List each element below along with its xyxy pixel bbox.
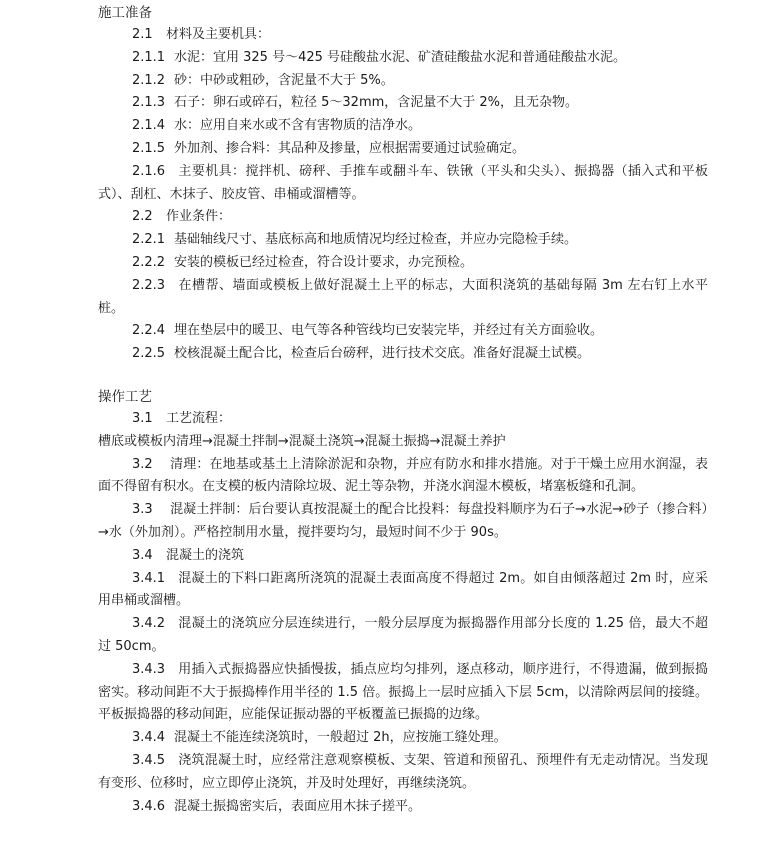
clause-number: 2.2.3 bbox=[132, 277, 166, 293]
clause-2-2 bbox=[132, 206, 779, 229]
clause-text: 混凝土拌制：后台要认真按混凝土的配合比投料：每盘投料顺序为石子→水泥→砂子（掺合料）→水（外加剂）。严格控制用水量，搅拌要均匀，最短时间不少于 90s。 bbox=[98, 502, 708, 540]
clause-text: 水泥：宜用 325 号～425 号硅酸盐水泥、矿渣硅酸盐水泥和普通硅酸盐水泥。 bbox=[174, 49, 627, 65]
clause-text: 砂：中砂或粗砂，含泥量不大于 5%。 bbox=[174, 72, 394, 88]
process-flow: 槽底或模板内清理→混凝土拌制→混凝土浇筑→混凝土振捣→混凝土养护 bbox=[98, 433, 506, 449]
clause-number: 3.4.2 bbox=[132, 616, 166, 632]
clause-2-2-4 bbox=[132, 320, 779, 343]
clause-text: 主要机具：搅拌机、磅秤、手推车或翻斗车、铁锹（平头和尖头）、振捣器（插入式和平板式）、刮杠、木抹子、胶皮管、串桶或溜槽等。 bbox=[98, 163, 708, 202]
clause-3-2 bbox=[98, 454, 708, 500]
section-title-preparation: 施工准备 bbox=[98, 5, 152, 21]
clause-number: 2.2.2 bbox=[132, 254, 166, 270]
clause-number: 2.1.4 bbox=[132, 118, 166, 134]
clause-number: 3.4 bbox=[132, 547, 153, 563]
section-title-operations: 操作工艺 bbox=[98, 388, 152, 405]
clause-3-4-2 bbox=[98, 613, 708, 659]
clause-text: 混凝土的浇筑 bbox=[166, 547, 245, 563]
clause-text: 材料及主要机具： bbox=[166, 27, 271, 42]
clause-text: 水：应用自来水或不含有害物质的洁净水。 bbox=[174, 118, 422, 134]
clause-number: 2.1.1 bbox=[132, 49, 166, 65]
clause-number: 2.1.5 bbox=[132, 140, 166, 156]
clause-text: 校核混凝土配合比，检查后台磅秤，进行技术交底。准备好混凝土试模。 bbox=[174, 346, 591, 362]
clause-number: 3.3 bbox=[132, 502, 153, 518]
blank-line bbox=[0, 366, 779, 386]
clause-number: 3.4.6 bbox=[132, 798, 166, 814]
clause-2-2-1 bbox=[132, 229, 779, 252]
clause-number: 2.1.3 bbox=[132, 95, 166, 111]
clause-text: 基础轴线尺寸、基底标高和地质情况均经过检查，并应办完隐检手续。 bbox=[174, 232, 578, 248]
clause-number: 3.2 bbox=[132, 456, 153, 472]
clause-2-1-3 bbox=[132, 92, 779, 115]
clause-2-1-5 bbox=[132, 138, 779, 161]
clause-number: 2.2.1 bbox=[132, 232, 166, 248]
clause-2-2-5 bbox=[132, 343, 779, 366]
clause-text: 混凝土的浇筑应分层连续进行，一般分层厚度为振捣器作用部分长度的 1.25 倍，最大不超过 50cm。 bbox=[98, 616, 708, 654]
clause-number: 2.1.2 bbox=[132, 72, 166, 88]
clause-2-1-1 bbox=[132, 47, 779, 70]
clause-text: 混凝土的下料口距离所浇筑的混凝土表面高度不得超过 2m。如自由倾落超过 2m 时，应采用串桶或溜槽。 bbox=[98, 570, 708, 609]
clause-text: 安装的模板已经过检查，符合设计要求，办完预检。 bbox=[174, 254, 474, 270]
clause-number: 2.2.4 bbox=[132, 323, 166, 339]
clause-3-4-4 bbox=[132, 727, 779, 750]
clause-2-1-4 bbox=[132, 115, 779, 138]
clause-number: 3.1 bbox=[132, 410, 153, 426]
clause-text: 埋在垫层中的暖卫、电气等各种管线均已安装完毕，并经过有关方面验收。 bbox=[174, 323, 604, 339]
clause-text: 作业条件： bbox=[166, 209, 232, 225]
clause-2-1-6 bbox=[98, 161, 708, 207]
clause-3-4 bbox=[132, 545, 779, 568]
clause-text: 外加剂、掺合料：其品种及掺量，应根据需要通过试验确定。 bbox=[174, 140, 526, 156]
clause-2-2-3 bbox=[98, 275, 708, 321]
clause-number: 2.2.5 bbox=[132, 346, 166, 362]
clause-3-4-3 bbox=[98, 659, 708, 727]
clause-text: 清理：在地基或基土上清除淤泥和杂物，并应有防水和排水措施。对于干燥土应用水润湿，表面不得留有积水。在支模的板内清除垃圾、泥土等杂物，并浇水润湿木模板，堵塞板缝和孔洞。 bbox=[98, 456, 708, 495]
clause-text: 用插入式振捣器应快插慢拔，插点应均匀排列，逐点移动，顺序进行，不得遗漏，做到振捣密实。移动间距不大于振捣棒作用半径的 1.5 倍。振捣上一层时应插入下层 5cm，以清除两层间的接缝。平板振捣器的移动间距，应能保证振动器的平板覆盖已振捣的边缘。 bbox=[98, 661, 708, 723]
clause-3-4-6 bbox=[132, 796, 779, 819]
clause-text: 浇筑混凝土时，应经常注意观察模板、支架、管道和预留孔、预埋件有无走动情况。当发现有变形、位移时，应立即停止浇筑，并及时处理好，再继续浇筑。 bbox=[98, 752, 708, 791]
clause-text: 混凝土振捣密实后，表面应用木抹子搓平。 bbox=[174, 798, 422, 814]
clause-2-1-2 bbox=[132, 70, 779, 93]
clause-number: 2.1.6 bbox=[132, 163, 166, 179]
clause-number: 3.4.5 bbox=[132, 752, 166, 768]
clause-text: 石子：卵石或碎石，粒径 5～32mm，含泥量不大于 2%，且无杂物。 bbox=[174, 95, 579, 111]
clause-2-2-2 bbox=[132, 252, 779, 275]
clause-3-4-1 bbox=[98, 568, 708, 614]
clause-number: 3.4.3 bbox=[132, 661, 166, 677]
clause-text: 混凝土不能连续浇筑时，一般超过 2h，应按施工缝处理。 bbox=[174, 730, 507, 746]
clause-number: 3.4.1 bbox=[132, 570, 166, 586]
clause-number: 2.1 bbox=[132, 27, 153, 42]
clause-number: 2.2 bbox=[132, 209, 153, 225]
clause-text: 工艺流程： bbox=[166, 410, 232, 426]
clause-2-1 bbox=[132, 24, 779, 47]
clause-3-1 bbox=[132, 408, 779, 431]
clause-text: 在槽帮、墙面或模板上做好混凝土上平的标志，大面积浇筑的基础每隔 3m 左右钉上水平桩。 bbox=[98, 277, 708, 316]
clause-number: 3.4.4 bbox=[132, 730, 166, 746]
clause-3-3 bbox=[98, 499, 708, 545]
clause-3-4-5 bbox=[98, 750, 708, 796]
